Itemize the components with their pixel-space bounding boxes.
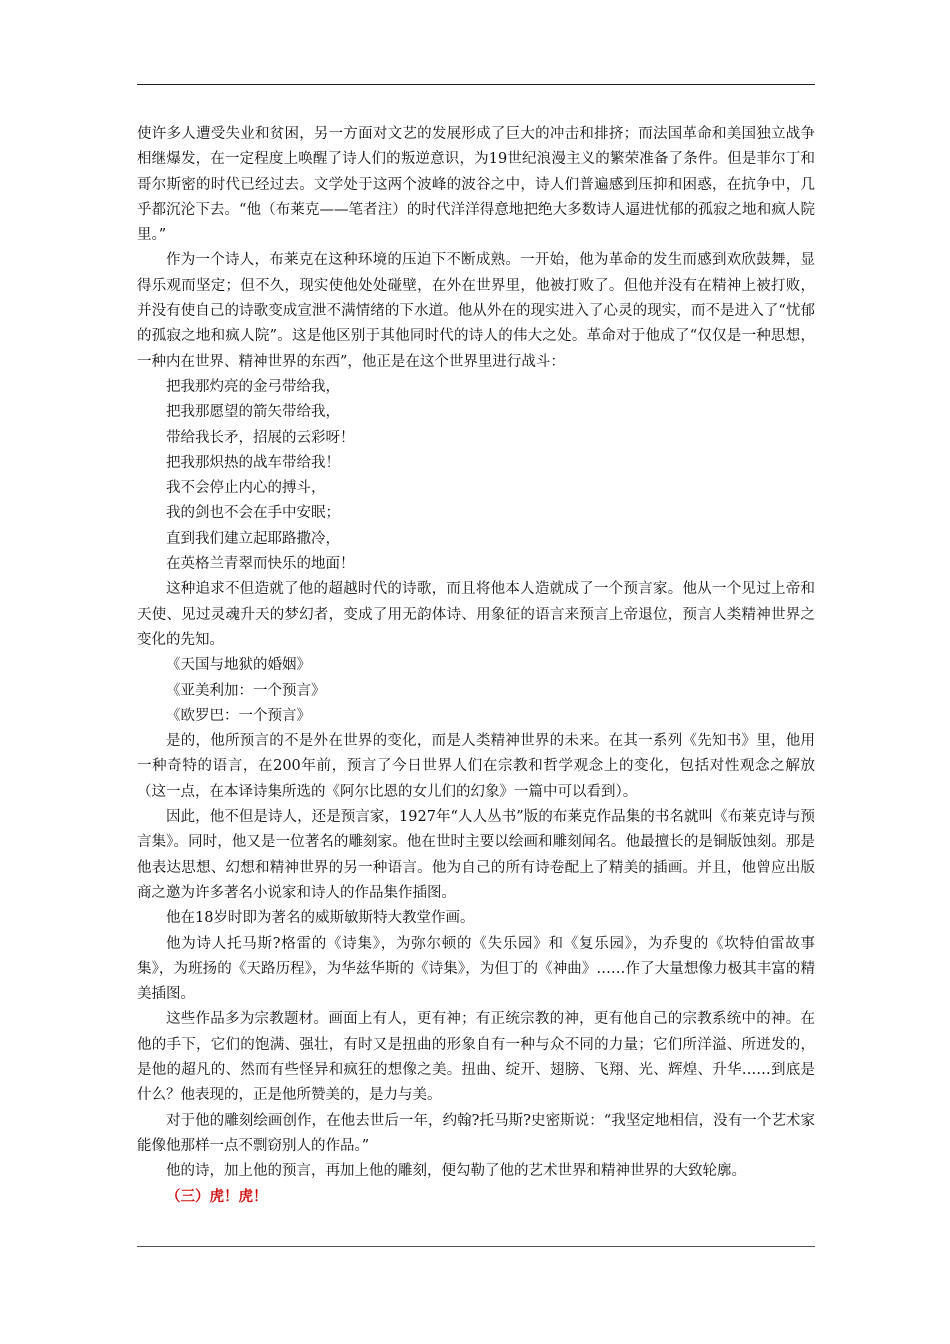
paragraph: 这种追求不但造就了他的超越时代的诗歌，而且将他本人造就成了一个预言家。他从一个见过上帝和天使、见过灵魂升天的梦幻者，变成了用无韵体诗、用象征的语言来预言上帝退位，预言人类精神世界之变化的先知。 (137, 581, 815, 648)
book-title: 《欧罗巴：一个预言》 (166, 707, 311, 724)
paragraph: 他的诗，加上他的预言，再加上他的雕刻，便勾勒了他的艺术世界和精神世界的大致轮廓。 (166, 1163, 746, 1180)
paragraph: 是的，他所预言的不是外在世界的变化，而是人类精神世界的未来。在其一系列《先知书》里，他用一种奇特的语言，在200年前，预言了今日世界人们在宗教和哲学观念上的变化，包括对性观念之解放（这一点，在本译诗集所选的《阿尔比恩的女儿们的幻象》一篇中可以看到）。 (137, 733, 815, 800)
section-heading: （三）虎！虎！ (166, 1188, 268, 1206)
book-title: 《天国与地狱的婚姻》 (166, 657, 311, 674)
paragraph: 使许多人遭受失业和贫困，另一方面对文艺的发展形成了巨大的冲击和排挤；而法国革命和美国独立战争相继爆发，在一定程度上唤醒了诗人们的叛逆意识，为19世纪浪漫主义的繁荣准备了条件。但是菲尔丁和哥尔斯密的时代已经过去。文学处于这两个波峰的波谷之中，诗人们普遍感到压抑和困惑，在抗争中，几乎都沉沦下去。“他（布莱克——笔者注）的时代洋洋得意地把绝大多数诗人逼进忧郁的孤寂之地和疯人院里。” (137, 126, 815, 244)
document-body (137, 122, 815, 1210)
header-rule (137, 84, 815, 85)
poem-line: 把我那炽热的战车带给我！ (166, 454, 340, 471)
paragraph: 他为诗人托马斯?格雷的《诗集》，为弥尔顿的《失乐园》和《复乐园》，为乔叟的《坎特伯雷故事集》，为班扬的《天路历程》，为华兹华斯的《诗集》，为但丁的《神曲》……作了大量想像力极其丰富的精美插图。 (137, 935, 815, 1003)
book-title: 《亚美利加：一个预言》 (166, 682, 326, 699)
paragraph: 这些作品多为宗教题材。画面上有人，更有神；有正统宗教的神，更有他自己的宗教系统中的神。在他的手下，它们的饱满、强壮，有时又是扭曲的形象自有一种与众不同的力量；它们所洋溢、所迸发的，是他的超凡的、然而有些怪异和疯狂的想像之美。扭曲、绽开、翅膀、飞翔、光、辉煌、升华……到底是什么？他表现的，正是他所赞美的，是力与美。 (137, 1011, 815, 1104)
poem-line: 把我那愿望的箭矢带给我， (166, 404, 340, 421)
poem-line: 我不会停止内心的搏斗， (166, 480, 326, 497)
poem-line: 带给我长矛，招展的云彩呀！ (166, 429, 355, 446)
poem-stanza (137, 375, 815, 577)
poem-line: 我的剑也不会在手中安眠； (166, 505, 340, 522)
poem-line: 在英格兰青翠而快乐的地面！ (166, 556, 355, 573)
paragraph: 对于他的雕刻绘画创作，在他去世后一年，约翰?托马斯?史密斯说：“我坚定地相信，没有一个艺术家能像他那样一点不剽窃别人的作品。” (137, 1112, 815, 1154)
book-list (137, 653, 815, 729)
paragraph: 他在18岁时即为著名的威斯敏斯特大教堂作画。 (166, 910, 475, 927)
paragraph: 作为一个诗人，布莱克在这种环境的压迫下不断成熟。一开始，他为革命的发生而感到欢欣鼓舞，显得乐观而坚定；但不久，现实使他处处碰壁，在外在世界里，他被打败了。但他并没有在精神上被打败，并没有使自己的诗歌变成宣泄不满情绪的下水道。他从外在的现实进入了心灵的现实，而不是进入了“忧郁的孤寂之地和疯人院”。这是他区别于其他同时代的诗人的伟大之处。革命对于他成了“仅仅是一种思想，一种内在世界、精神世界的东西”，他正是在这个世界里进行战斗： (137, 252, 815, 370)
poem-line: 直到我们建立起耶路撒冷， (166, 530, 340, 547)
footer-rule (137, 1246, 815, 1247)
poem-line: 把我那灼亮的金弓带给我， (166, 378, 340, 395)
paragraph: 因此，他不但是诗人，还是预言家，1927年“人人丛书”版的布莱克作品集的书名就叫《布莱克诗与预言集》。同时，他又是一位著名的雕刻家。他在世时主要以绘画和雕刻闻名。他最擅长的是铜版蚀刻。那是他表达思想、幻想和精神世界的另一种语言。他为自己的所有诗卷配上了精美的插画。并且，他曾应出版商之邀为许多著名小说家和诗人的作品集作插图。 (137, 809, 815, 901)
